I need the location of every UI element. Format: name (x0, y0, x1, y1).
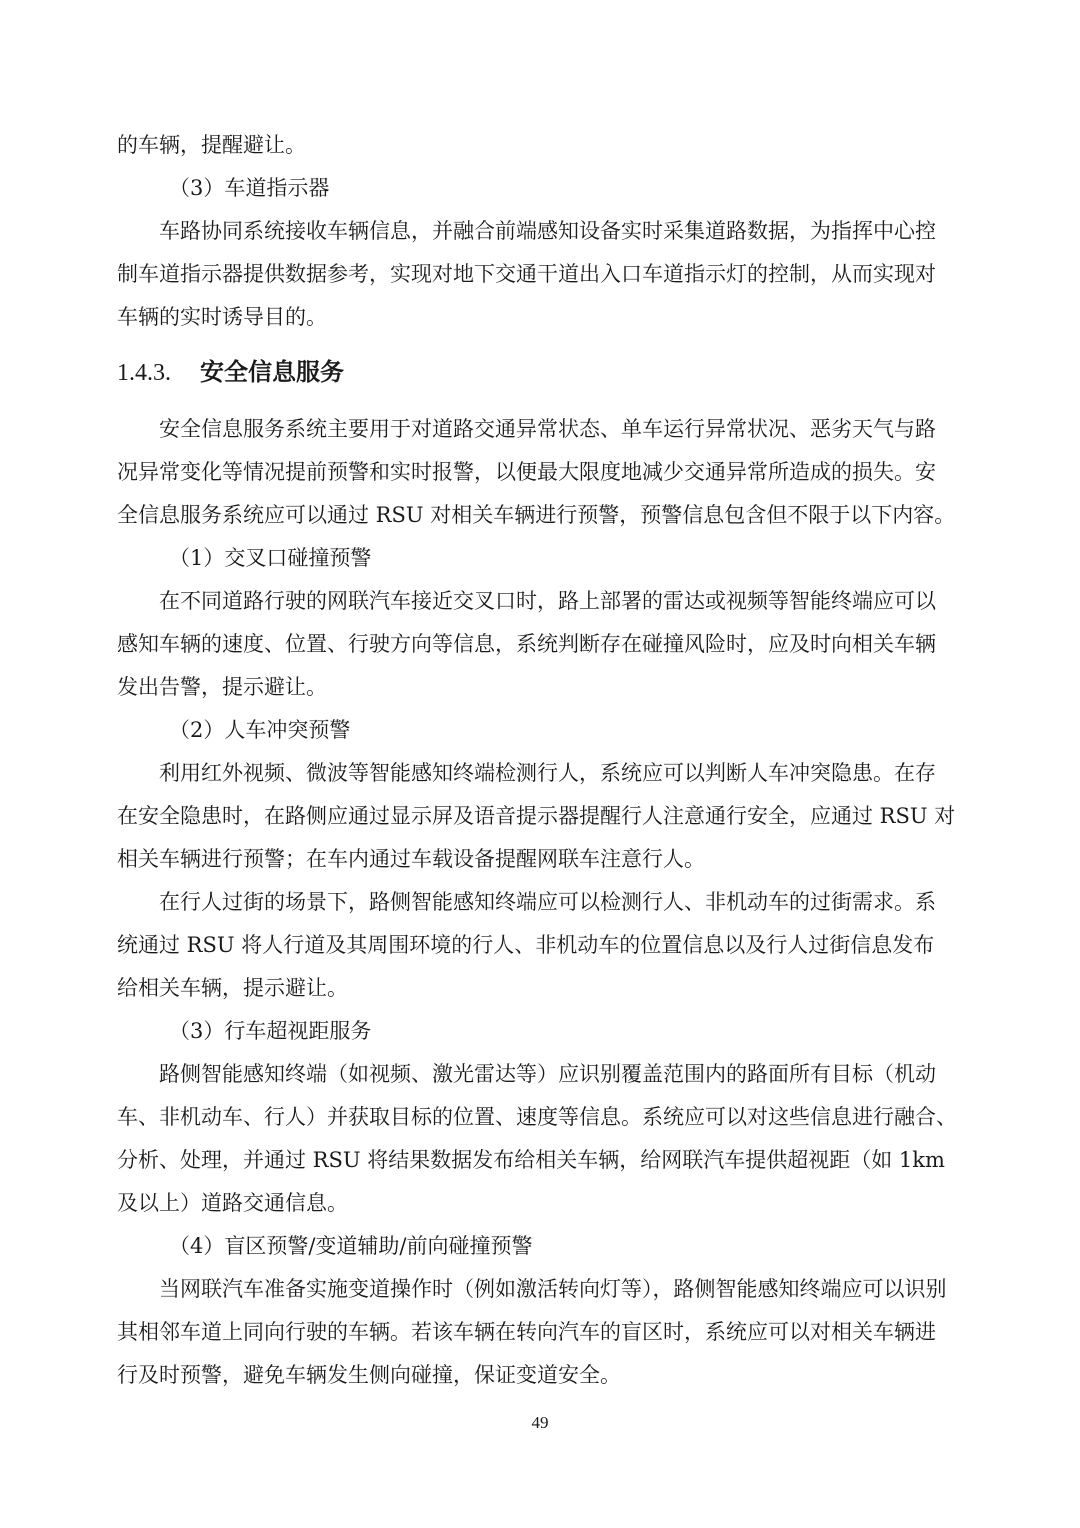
paragraph-line: 其相邻车道上同向行驶的车辆。若该车辆在转向汽车的盲区时，系统应可以对相关车辆进 (117, 1320, 936, 1344)
paragraph-line: 全信息服务系统应可以通过 RSU 对相关车辆进行预警，预警信息包含但不限于以下内容。 (117, 503, 956, 527)
paragraph-line: 在安全隐患时，在路侧应通过显示屏及语音提示器提醒行人注意通行安全，应通过 RSU 对 (117, 804, 956, 828)
paragraph-line: 感知车辆的速度、位置、行驶方向等信息，系统判断存在碰撞风险时，应及时向相关车辆 (117, 632, 936, 656)
paragraph-line: 行及时预警，避免车辆发生侧向碰撞，保证变道安全。 (117, 1363, 621, 1387)
text-block-main (117, 408, 965, 1397)
list-item-heading: （3）车道指示器 (169, 176, 330, 200)
paragraph-line: 分析、处理，并通过 RSU 将结果数据发布给相关车辆，给网联汽车提供超视距（如 1km (117, 1148, 945, 1172)
list-item-heading: （2）人车冲突预警 (169, 718, 351, 742)
paragraph-line: 制车道指示器提供数据参考，实现对地下交通干道出入口车道指示灯的控制，从而实现对 (117, 262, 936, 286)
paragraph-line: 况异常变化等情况提前预警和实时报警，以便最大限度地减少交通异常所造成的损失。安 (117, 460, 936, 484)
paragraph-line: 当网联汽车准备实施变道操作时（例如激活转向灯等），路侧智能感知终端应可以识别 (159, 1277, 947, 1301)
section-heading (117, 352, 344, 392)
paragraph-line: 相关车辆进行预警；在车内通过车载设备提醒网联车注意行人。 (117, 847, 705, 871)
paragraph-line: 车路协同系统接收车辆信息，并融合前端感知设备实时采集道路数据，为指挥中心控 (159, 219, 936, 243)
text-block-top (117, 124, 965, 339)
paragraph-line: 路侧智能感知终端（如视频、激光雷达等）应识别覆盖范围内的路面所有目标（机动 (159, 1062, 936, 1086)
paragraph-line: 车、非机动车、行人）并获取目标的位置、速度等信息。系统应可以对这些信息进行融合、 (117, 1105, 957, 1129)
list-item-heading: （1）交叉口碰撞预警 (169, 546, 372, 570)
paragraph-line: 在行人过街的场景下，路侧智能感知终端应可以检测行人、非机动车的过街需求。系 (159, 890, 936, 914)
section-title: 安全信息服务 (200, 358, 344, 386)
paragraph-line: 给相关车辆，提示避让。 (117, 976, 348, 1000)
page-number: 49 (531, 1413, 549, 1432)
paragraph-line: 统通过 RSU 将人行道及其周围环境的行人、非机动车的位置信息以及行人过街信息发布 (117, 933, 935, 957)
paragraph-line: 及以上）道路交通信息。 (117, 1191, 348, 1215)
paragraph-line: 车辆的实时诱导目的。 (117, 305, 327, 329)
paragraph-line: 的车辆，提醒避让。 (117, 133, 306, 157)
list-item-heading: （4）盲区预警/变道辅助/前向碰撞预警 (169, 1234, 533, 1258)
paragraph-line: 发出告警，提示避让。 (117, 675, 327, 699)
paragraph-line: 在不同道路行驶的网联汽车接近交叉口时，路上部署的雷达或视频等智能终端应可以 (159, 589, 936, 613)
paragraph-line: 安全信息服务系统主要用于对道路交通异常状态、单车运行异常状况、恶劣天气与路 (159, 417, 936, 441)
section-number: 1.4.3. (117, 360, 171, 386)
list-item-heading: （3）行车超视距服务 (169, 1019, 372, 1043)
paragraph-line: 利用红外视频、微波等智能感知终端检测行人，系统应可以判断人车冲突隐患。在存 (159, 761, 936, 785)
